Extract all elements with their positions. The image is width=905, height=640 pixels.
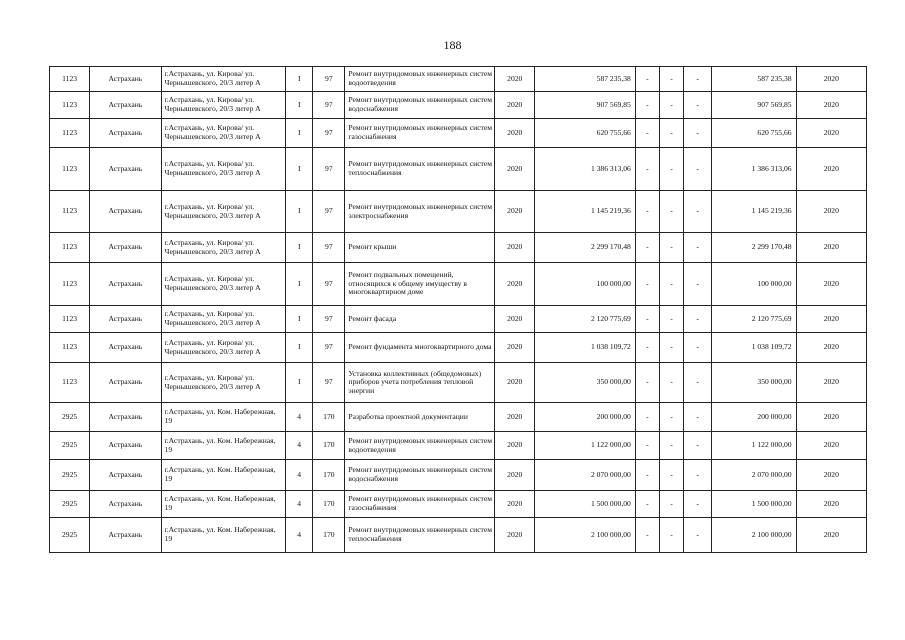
cell-amount: 907 569,85	[535, 92, 635, 119]
cell-city: Астрахань	[90, 119, 161, 148]
cell-city: Астрахань	[90, 306, 161, 333]
table-row	[50, 306, 867, 333]
cell-year: 2020	[495, 333, 535, 363]
cell-id: 2925	[50, 460, 90, 491]
cell-address: г.Астрахань, ул. Кирова/ ул. Чернышевского, 20/3 литер А	[161, 148, 286, 191]
cell-address: г.Астрахань, ул. Кирова/ ул. Чернышевского, 20/3 литер А	[161, 363, 286, 403]
cell-total: 2 100 000,00	[712, 518, 796, 553]
cell-id: 1123	[50, 333, 90, 363]
cell-dash-3: -	[684, 518, 712, 553]
cell-apartments: 170	[313, 432, 345, 460]
cell-year-end: 2020	[796, 191, 866, 233]
cell-amount: 2 299 170,48	[535, 233, 635, 263]
cell-amount: 350 000,00	[535, 363, 635, 403]
cell-apartments: 97	[313, 263, 345, 306]
cell-work-type: Ремонт фундамента многоквартирного дома	[345, 333, 495, 363]
cell-id: 1123	[50, 92, 90, 119]
cell-dash-1: -	[635, 233, 659, 263]
cell-apartments: 170	[313, 403, 345, 432]
cell-total: 907 569,85	[712, 92, 796, 119]
cell-entrances: I	[286, 263, 313, 306]
cell-dash-1: -	[635, 263, 659, 306]
cell-entrances: I	[286, 119, 313, 148]
cell-work-type: Разработка проектной документации	[345, 403, 495, 432]
table-row	[50, 363, 867, 403]
cell-dash-3: -	[684, 363, 712, 403]
cell-dash-2: -	[659, 518, 683, 553]
cell-entrances: I	[286, 148, 313, 191]
cell-year-end: 2020	[796, 363, 866, 403]
cell-dash-3: -	[684, 92, 712, 119]
cell-address: г.Астрахань, ул. Кирова/ ул. Чернышевского, 20/3 литер А	[161, 333, 286, 363]
cell-dash-3: -	[684, 191, 712, 233]
cell-dash-1: -	[635, 460, 659, 491]
cell-apartments: 170	[313, 460, 345, 491]
cell-year-end: 2020	[796, 491, 866, 518]
cell-address: г.Астрахань, ул. Ком. Набережная, 19	[161, 403, 286, 432]
cell-year-end: 2020	[796, 460, 866, 491]
cell-year: 2020	[495, 119, 535, 148]
cell-dash-2: -	[659, 491, 683, 518]
cell-dash-2: -	[659, 191, 683, 233]
cell-dash-3: -	[684, 333, 712, 363]
cell-apartments: 97	[313, 333, 345, 363]
cell-address: г.Астрахань, ул. Ком. Набережная, 19	[161, 432, 286, 460]
cell-apartments: 170	[313, 491, 345, 518]
cell-city: Астрахань	[90, 403, 161, 432]
cell-apartments: 97	[313, 363, 345, 403]
cell-entrances: 4	[286, 460, 313, 491]
cell-apartments: 97	[313, 67, 345, 92]
cell-city: Астрахань	[90, 491, 161, 518]
cell-id: 1123	[50, 148, 90, 191]
cell-work-type: Ремонт внутридомовых инженерных систем электроснабжения	[345, 191, 495, 233]
cell-entrances: I	[286, 333, 313, 363]
cell-year-end: 2020	[796, 67, 866, 92]
cell-dash-1: -	[635, 432, 659, 460]
cell-id: 2925	[50, 432, 90, 460]
table-row	[50, 67, 867, 92]
cell-work-type: Ремонт внутридомовых инженерных систем водоотведения	[345, 67, 495, 92]
table-row	[50, 233, 867, 263]
cell-id: 2925	[50, 518, 90, 553]
cell-total: 100 000,00	[712, 263, 796, 306]
cell-year: 2020	[495, 191, 535, 233]
cell-amount: 587 235,38	[535, 67, 635, 92]
table-row	[50, 518, 867, 553]
cell-dash-3: -	[684, 460, 712, 491]
cell-apartments: 170	[313, 518, 345, 553]
cell-amount: 620 755,66	[535, 119, 635, 148]
cell-dash-1: -	[635, 191, 659, 233]
cell-address: г.Астрахань, ул. Кирова/ ул. Чернышевского, 20/3 литер А	[161, 191, 286, 233]
cell-amount: 1 122 000,00	[535, 432, 635, 460]
cell-dash-3: -	[684, 432, 712, 460]
table-row	[50, 491, 867, 518]
cell-id: 1123	[50, 306, 90, 333]
cell-dash-1: -	[635, 403, 659, 432]
cell-amount: 1 145 219,36	[535, 191, 635, 233]
cell-entrances: 4	[286, 518, 313, 553]
cell-total: 1 038 109,72	[712, 333, 796, 363]
cell-year: 2020	[495, 491, 535, 518]
cell-dash-2: -	[659, 306, 683, 333]
cell-city: Астрахань	[90, 92, 161, 119]
cell-amount: 2 070 000,00	[535, 460, 635, 491]
cell-work-type: Ремонт внутридомовых инженерных систем теплоснабжения	[345, 518, 495, 553]
table-row	[50, 432, 867, 460]
cell-city: Астрахань	[90, 67, 161, 92]
cell-work-type: Ремонт подвальных помещений, относящихся к общему имуществу в многоквартирном доме	[345, 263, 495, 306]
cell-dash-3: -	[684, 491, 712, 518]
cell-amount: 1 386 313,06	[535, 148, 635, 191]
cell-city: Астрахань	[90, 233, 161, 263]
cell-dash-1: -	[635, 363, 659, 403]
page-number: 188	[443, 38, 462, 52]
cell-year: 2020	[495, 306, 535, 333]
cell-dash-2: -	[659, 363, 683, 403]
cell-year: 2020	[495, 92, 535, 119]
cell-city: Астрахань	[90, 518, 161, 553]
table-body	[50, 67, 867, 553]
cell-dash-1: -	[635, 92, 659, 119]
cell-total: 350 000,00	[712, 363, 796, 403]
cell-dash-3: -	[684, 403, 712, 432]
cell-dash-1: -	[635, 119, 659, 148]
cell-city: Астрахань	[90, 333, 161, 363]
cell-work-type: Ремонт внутридомовых инженерных систем теплоснабжения	[345, 148, 495, 191]
cell-apartments: 97	[313, 148, 345, 191]
cell-id: 1123	[50, 191, 90, 233]
cell-year: 2020	[495, 403, 535, 432]
cell-city: Астрахань	[90, 148, 161, 191]
cell-amount: 100 000,00	[535, 263, 635, 306]
cell-apartments: 97	[313, 92, 345, 119]
cell-total: 1 122 000,00	[712, 432, 796, 460]
cell-id: 1123	[50, 233, 90, 263]
cell-entrances: I	[286, 233, 313, 263]
cell-total: 2 070 000,00	[712, 460, 796, 491]
cell-address: г.Астрахань, ул. Кирова/ ул. Чернышевского, 20/3 литер А	[161, 92, 286, 119]
cell-dash-2: -	[659, 148, 683, 191]
cell-total: 200 000,00	[712, 403, 796, 432]
table-row	[50, 263, 867, 306]
cell-dash-1: -	[635, 518, 659, 553]
table-row	[50, 191, 867, 233]
cell-address: г.Астрахань, ул. Кирова/ ул. Чернышевского, 20/3 литер А	[161, 119, 286, 148]
cell-year: 2020	[495, 67, 535, 92]
cell-amount: 1 038 109,72	[535, 333, 635, 363]
cell-total: 1 386 313,06	[712, 148, 796, 191]
cell-city: Астрахань	[90, 432, 161, 460]
cell-entrances: I	[286, 306, 313, 333]
cell-id: 1123	[50, 263, 90, 306]
cell-work-type: Ремонт фасада	[345, 306, 495, 333]
cell-dash-2: -	[659, 263, 683, 306]
cell-year-end: 2020	[796, 403, 866, 432]
cell-year-end: 2020	[796, 148, 866, 191]
cell-work-type: Ремонт крыши	[345, 233, 495, 263]
cell-year: 2020	[495, 460, 535, 491]
cell-work-type: Ремонт внутридомовых инженерных систем газоснабжения	[345, 119, 495, 148]
cell-year-end: 2020	[796, 92, 866, 119]
cell-dash-2: -	[659, 92, 683, 119]
cell-dash-1: -	[635, 67, 659, 92]
cell-dash-3: -	[684, 306, 712, 333]
cell-city: Астрахань	[90, 263, 161, 306]
cell-dash-2: -	[659, 119, 683, 148]
repair-plan-table	[49, 66, 867, 553]
cell-dash-2: -	[659, 460, 683, 491]
cell-dash-2: -	[659, 403, 683, 432]
table-row	[50, 148, 867, 191]
cell-apartments: 97	[313, 233, 345, 263]
cell-apartments: 97	[313, 119, 345, 148]
cell-dash-2: -	[659, 67, 683, 92]
cell-address: г.Астрахань, ул. Кирова/ ул. Чернышевского, 20/3 литер А	[161, 263, 286, 306]
table-row	[50, 460, 867, 491]
cell-address: г.Астрахань, ул. Кирова/ ул. Чернышевского, 20/3 литер А	[161, 233, 286, 263]
table-row	[50, 403, 867, 432]
cell-total: 587 235,38	[712, 67, 796, 92]
cell-entrances: 4	[286, 432, 313, 460]
cell-year: 2020	[495, 263, 535, 306]
cell-entrances: I	[286, 67, 313, 92]
cell-dash-2: -	[659, 432, 683, 460]
cell-year-end: 2020	[796, 233, 866, 263]
cell-year: 2020	[495, 432, 535, 460]
table-row	[50, 333, 867, 363]
cell-city: Астрахань	[90, 363, 161, 403]
cell-apartments: 97	[313, 306, 345, 333]
cell-amount: 2 120 775,69	[535, 306, 635, 333]
cell-work-type: Ремонт внутридомовых инженерных систем водоснабжения	[345, 460, 495, 491]
cell-id: 2925	[50, 403, 90, 432]
cell-address: г.Астрахань, ул. Кирова/ ул. Чернышевского, 20/3 литер А	[161, 306, 286, 333]
cell-dash-3: -	[684, 148, 712, 191]
cell-dash-2: -	[659, 233, 683, 263]
cell-entrances: I	[286, 92, 313, 119]
cell-year: 2020	[495, 148, 535, 191]
cell-dash-1: -	[635, 333, 659, 363]
cell-year-end: 2020	[796, 263, 866, 306]
cell-address: г.Астрахань, ул. Ком. Набережная, 19	[161, 491, 286, 518]
cell-work-type: Установка коллективных (общедомовых) приборов учета потребления тепловой энергии	[345, 363, 495, 403]
cell-id: 1123	[50, 363, 90, 403]
cell-dash-1: -	[635, 148, 659, 191]
cell-entrances: 4	[286, 403, 313, 432]
table-row	[50, 119, 867, 148]
cell-year: 2020	[495, 363, 535, 403]
cell-work-type: Ремонт внутридомовых инженерных систем водоснабжения	[345, 92, 495, 119]
cell-dash-3: -	[684, 263, 712, 306]
table-row	[50, 92, 867, 119]
cell-year-end: 2020	[796, 432, 866, 460]
cell-total: 2 120 775,69	[712, 306, 796, 333]
cell-id: 1123	[50, 119, 90, 148]
cell-total: 620 755,66	[712, 119, 796, 148]
cell-address: г.Астрахань, ул. Кирова/ ул. Чернышевского, 20/3 литер А	[161, 67, 286, 92]
cell-work-type: Ремонт внутридомовых инженерных систем водоотведения	[345, 432, 495, 460]
cell-address: г.Астрахань, ул. Ком. Набережная, 19	[161, 518, 286, 553]
cell-total: 1 145 219,36	[712, 191, 796, 233]
cell-year-end: 2020	[796, 333, 866, 363]
cell-city: Астрахань	[90, 191, 161, 233]
cell-id: 1123	[50, 67, 90, 92]
cell-address: г.Астрахань, ул. Ком. Набережная, 19	[161, 460, 286, 491]
cell-amount: 1 500 000,00	[535, 491, 635, 518]
cell-dash-3: -	[684, 119, 712, 148]
cell-dash-3: -	[684, 67, 712, 92]
cell-entrances: I	[286, 363, 313, 403]
cell-total: 2 299 170,48	[712, 233, 796, 263]
cell-year: 2020	[495, 518, 535, 553]
cell-dash-1: -	[635, 491, 659, 518]
cell-year-end: 2020	[796, 306, 866, 333]
cell-apartments: 97	[313, 191, 345, 233]
cell-amount: 2 100 000,00	[535, 518, 635, 553]
cell-entrances: 4	[286, 491, 313, 518]
cell-year-end: 2020	[796, 518, 866, 553]
cell-total: 1 500 000,00	[712, 491, 796, 518]
cell-entrances: I	[286, 191, 313, 233]
cell-id: 2925	[50, 491, 90, 518]
cell-dash-1: -	[635, 306, 659, 333]
cell-work-type: Ремонт внутридомовых инженерных систем газоснабжения	[345, 491, 495, 518]
cell-amount: 200 000,00	[535, 403, 635, 432]
cell-dash-2: -	[659, 333, 683, 363]
cell-dash-3: -	[684, 233, 712, 263]
cell-year-end: 2020	[796, 119, 866, 148]
cell-city: Астрахань	[90, 460, 161, 491]
cell-year: 2020	[495, 233, 535, 263]
